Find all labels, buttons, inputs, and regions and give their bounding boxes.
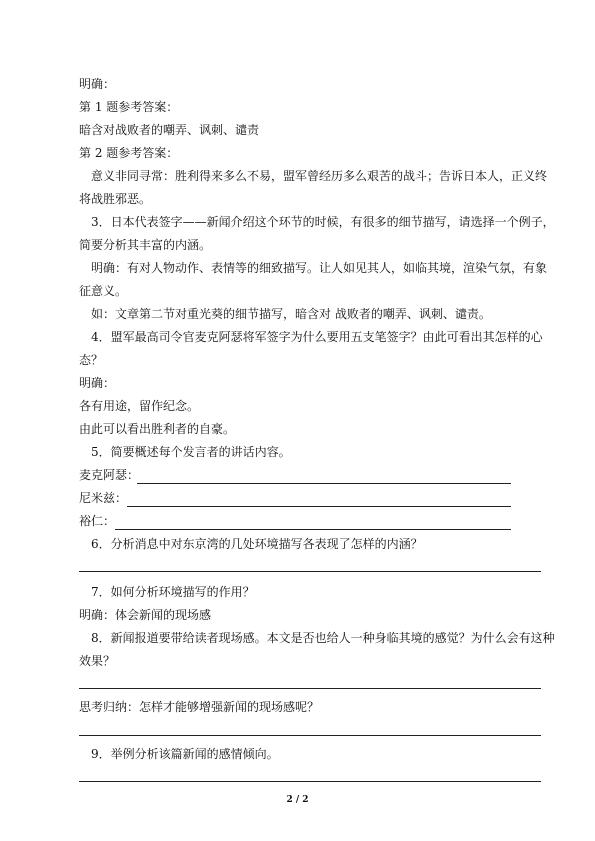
answer-line-reflection[interactable] — [79, 735, 541, 736]
question-4-line2: 态？ — [79, 353, 104, 367]
question-7: 7．如何分析环境描写的作用？ — [91, 585, 255, 599]
reflection-prompt: 思考归纳：怎样才能够增强新闻的现场感呢？ — [79, 700, 320, 714]
answer-line-q6[interactable] — [79, 571, 541, 572]
answer-text-q2-line2: 将战胜邪恶。 — [79, 192, 152, 206]
answer-label: 明确： — [79, 77, 116, 91]
question-4-line1: 4．盟军最高司令官麦克阿瑟将军签字为什么要用五支笔签字？由此可看出其怎样的心 — [91, 330, 543, 344]
answer-line-nimitz[interactable] — [127, 506, 511, 507]
answer-line-q9[interactable] — [79, 781, 541, 782]
answer-line-hirohito[interactable] — [115, 529, 511, 530]
answer-example-q3: 如：文章第二节对重光葵的细节描写，暗含对 战败者的嘲弄、讽刺、谴责。 — [91, 307, 491, 321]
answer-text-q2-line1: 意义非同寻常：胜利得来多么不易，盟军曾经历多么艰苦的战斗；告诉日本人，正义终 — [91, 169, 548, 183]
answer-text-q1: 暗含对战败者的嘲弄、讽刺、谴责 — [79, 123, 260, 137]
question-3-line1: 3．日本代表签字——新闻介绍这个环节的时候，有很多的细节描写，请选择一个例子， — [91, 215, 555, 229]
question-9: 9．举例分析该篇新闻的感情倾向。 — [91, 747, 279, 761]
answer-line-macarthur[interactable] — [137, 483, 511, 484]
speaker-label-macarthur: 麦克阿瑟： — [79, 468, 140, 482]
answer-label: 明确： — [79, 376, 116, 390]
question-5: 5．简要概述每个发言者的讲话内容。 — [91, 445, 291, 459]
speaker-label-hirohito: 裕仁： — [79, 514, 116, 528]
question-8-line2: 效果？ — [79, 654, 116, 668]
answer-line-q8[interactable] — [79, 688, 541, 689]
question-6: 6．分析消息中对东京湾的几处环境描写各表现了怎样的内涵？ — [91, 537, 423, 551]
question-3-line2: 简要分析其丰富的内涵。 — [79, 238, 212, 252]
answer-heading-q1: 第 1 题参考答案： — [79, 100, 179, 114]
answer-text-q7: 明确：体会新闻的现场感 — [79, 608, 212, 622]
speaker-label-nimitz: 尼米兹： — [79, 491, 128, 505]
answer-text-q4-line1: 各有用途，留作纪念。 — [79, 399, 200, 413]
question-8-line1: 8．新闻报道要带给读者现场感。本文是否也给人一种身临其境的感觉？为什么会有这种 — [91, 631, 555, 645]
answer-heading-q2: 第 2 题参考答案： — [79, 146, 179, 160]
answer-text-q3-line2: 征意义。 — [79, 284, 128, 298]
answer-text-q4-line2: 由此可以看出胜利者的自豪。 — [79, 422, 236, 436]
page-number: 2 / 2 — [286, 795, 309, 805]
answer-text-q3-line1: 明确：有对人物动作、表情等的细致描写。让人如见其人，如临其境，渲染气氛，有象 — [91, 261, 548, 275]
